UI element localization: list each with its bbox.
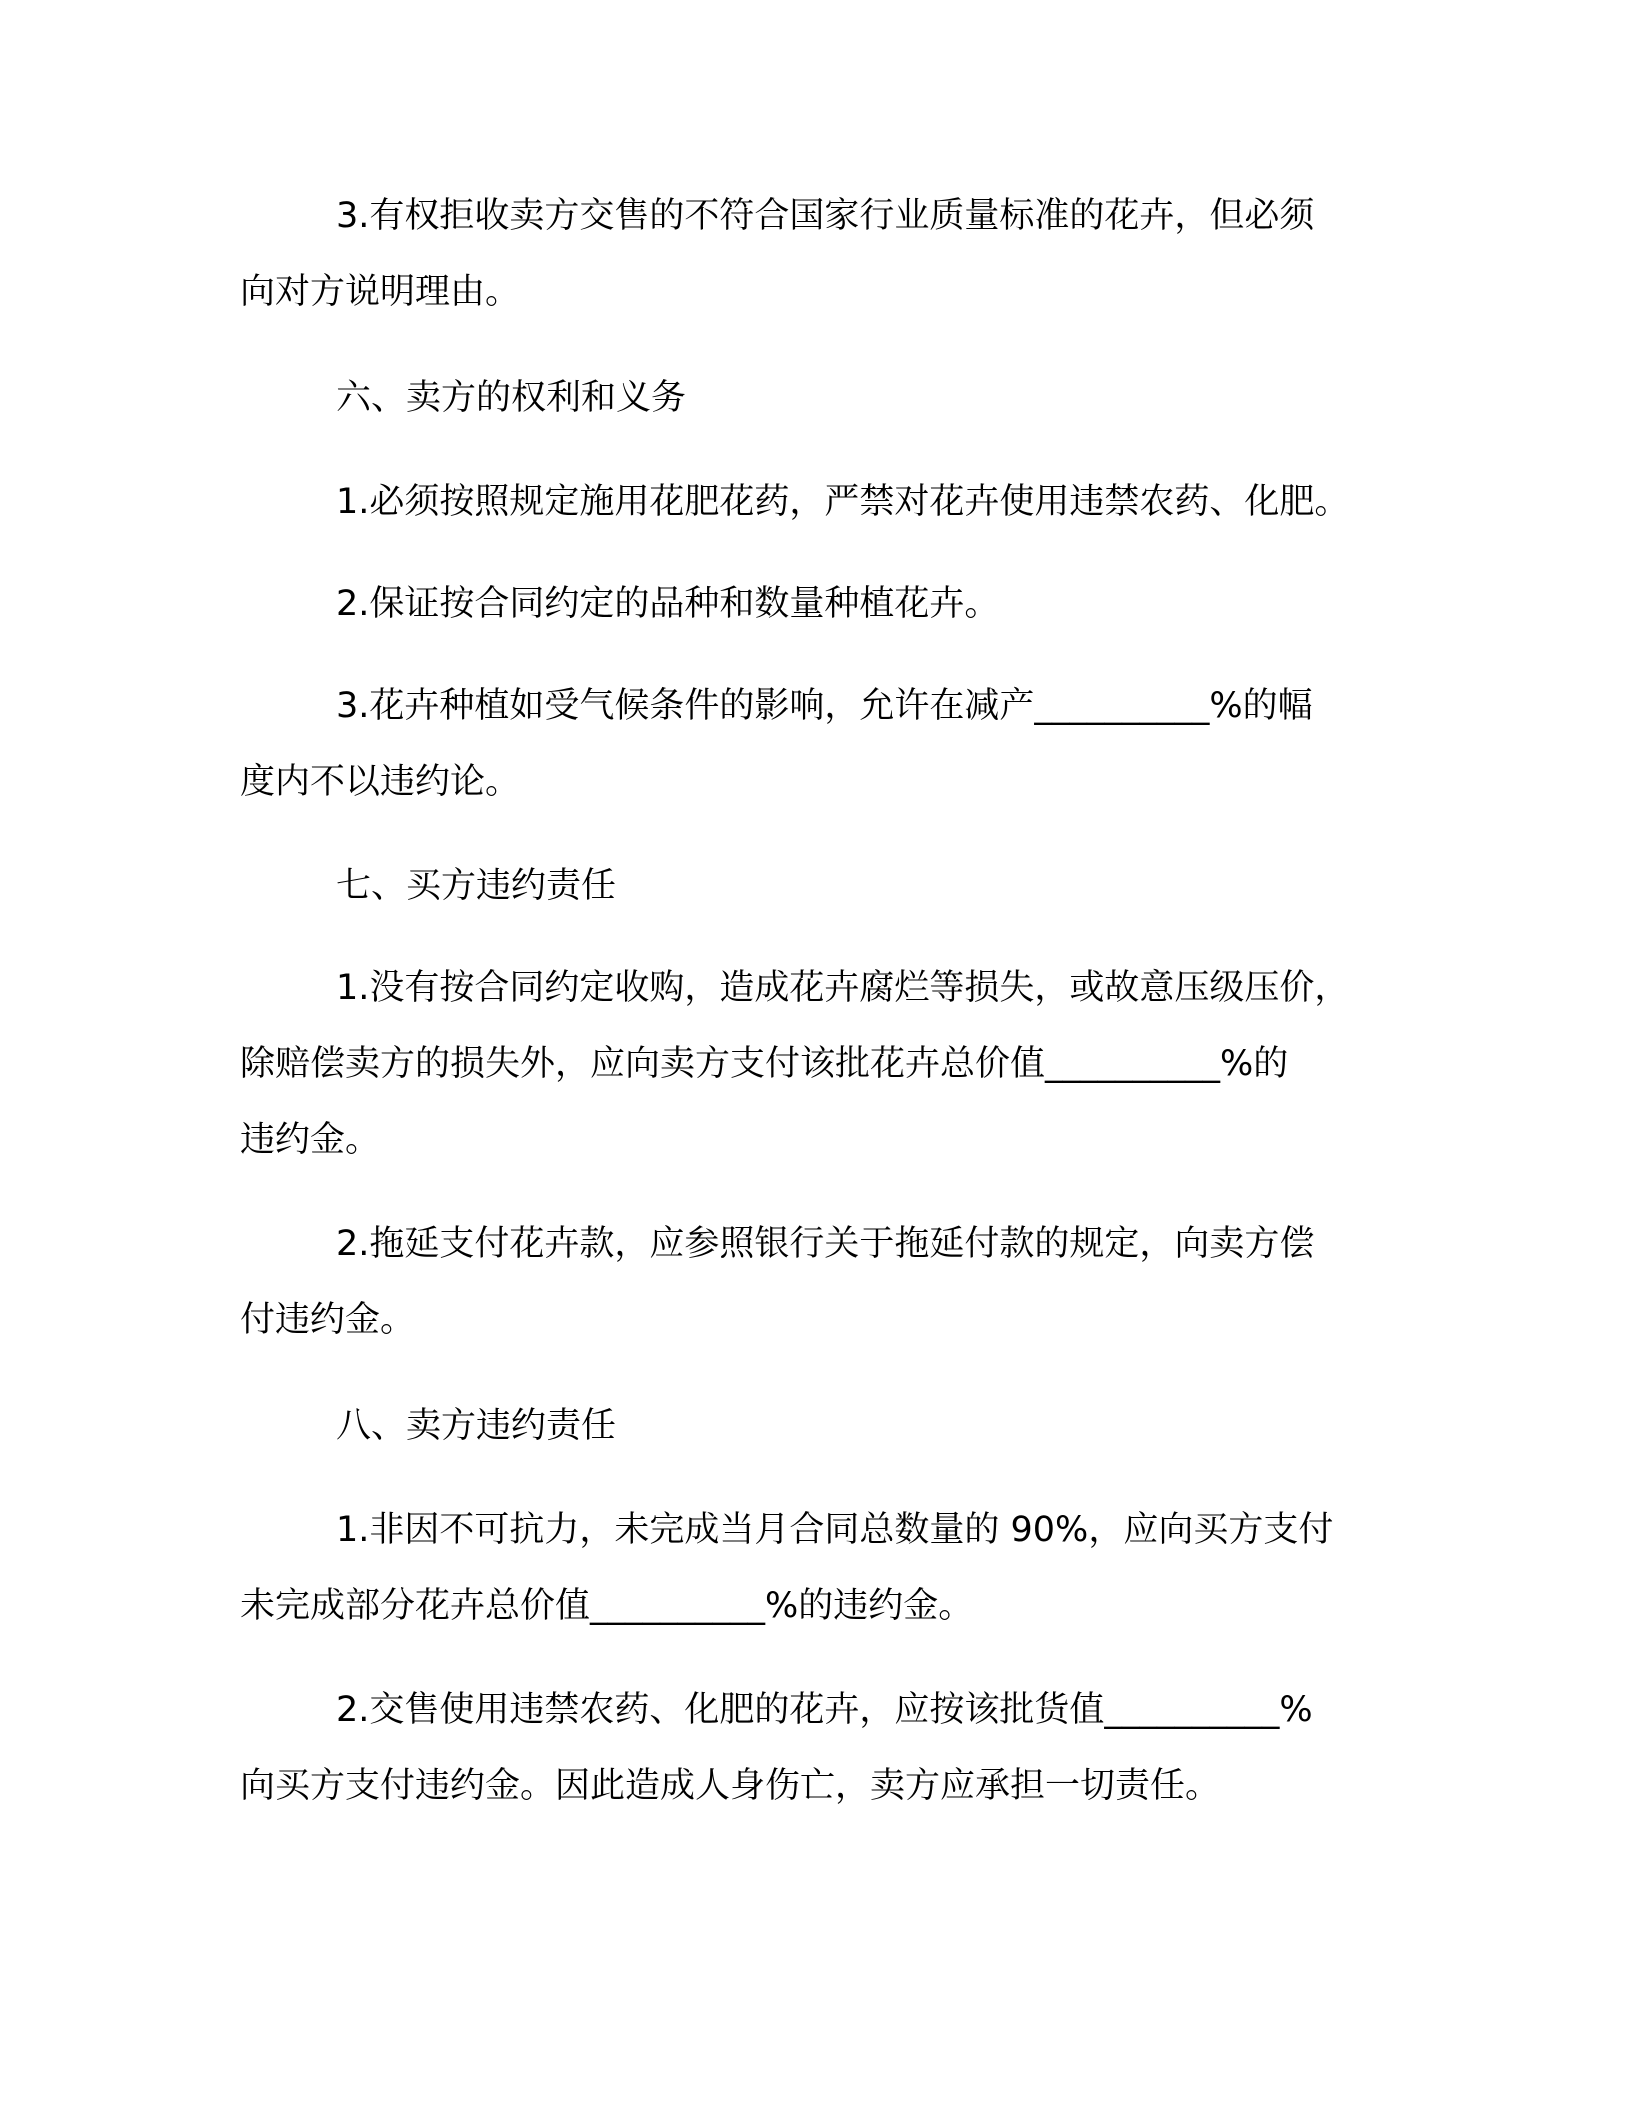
paragraph-line: 1.没有按合同约定收购，造成花卉腐烂等损失，或故意压级压价， — [336, 968, 1350, 1008]
paragraph-line: 3.有权拒收卖方交售的不符合国家行业质量标准的花卉，但必须 — [336, 196, 1315, 236]
section-heading: 七、买方违约责任 — [336, 866, 617, 906]
section-heading-seller-rights — [240, 360, 1400, 436]
paragraph-line: 1.必须按照规定施用花肥花药，严禁对花卉使用违禁农药、化肥。 — [336, 482, 1350, 522]
paragraph-line: 度内不以违约论。 — [240, 762, 521, 802]
paragraph-buyer-breach-2 — [240, 1206, 1400, 1358]
paragraph-seller-duty-1 — [240, 464, 1400, 540]
paragraph-line: 付违约金。 — [240, 1300, 416, 1340]
paragraph-line: 向对方说明理由。 — [240, 272, 521, 312]
paragraph-buyer-right-3 — [240, 178, 1400, 330]
paragraph-buyer-breach-1 — [240, 950, 1400, 1178]
section-heading-buyer-breach — [240, 848, 1400, 924]
section-heading-seller-breach — [240, 1388, 1400, 1464]
paragraph-seller-duty-3 — [240, 668, 1400, 820]
paragraph-seller-breach-1 — [240, 1492, 1400, 1644]
paragraph-line: 2.保证按合同约定的品种和数量种植花卉。 — [336, 584, 1000, 624]
paragraph-line: 向买方支付违约金。因此造成人身伤亡，卖方应承担一切责任。 — [240, 1766, 1221, 1806]
paragraph-line: 未完成部分花卉总价值__________%的违约金。 — [240, 1586, 974, 1626]
paragraph-seller-breach-2 — [240, 1672, 1400, 1824]
paragraph-line: 2.拖延支付花卉款，应参照银行关于拖延付款的规定，向卖方偿 — [336, 1224, 1315, 1264]
section-heading: 八、卖方违约责任 — [336, 1406, 617, 1446]
paragraph-seller-duty-2 — [240, 566, 1400, 642]
paragraph-line: 违约金。 — [240, 1120, 381, 1160]
section-heading: 六、卖方的权利和义务 — [336, 378, 687, 418]
paragraph-line: 2.交售使用违禁农药、化肥的花卉，应按该批货值__________% — [336, 1690, 1313, 1730]
paragraph-line: 除赔偿卖方的损失外，应向卖方支付该批花卉总价值__________%的 — [240, 1044, 1289, 1084]
paragraph-line: 3.花卉种植如受气候条件的影响，允许在减产__________%的幅 — [336, 686, 1313, 726]
paragraph-line: 1.非因不可抗力，未完成当月合同总数量的 90%，应向买方支付 — [336, 1510, 1334, 1550]
